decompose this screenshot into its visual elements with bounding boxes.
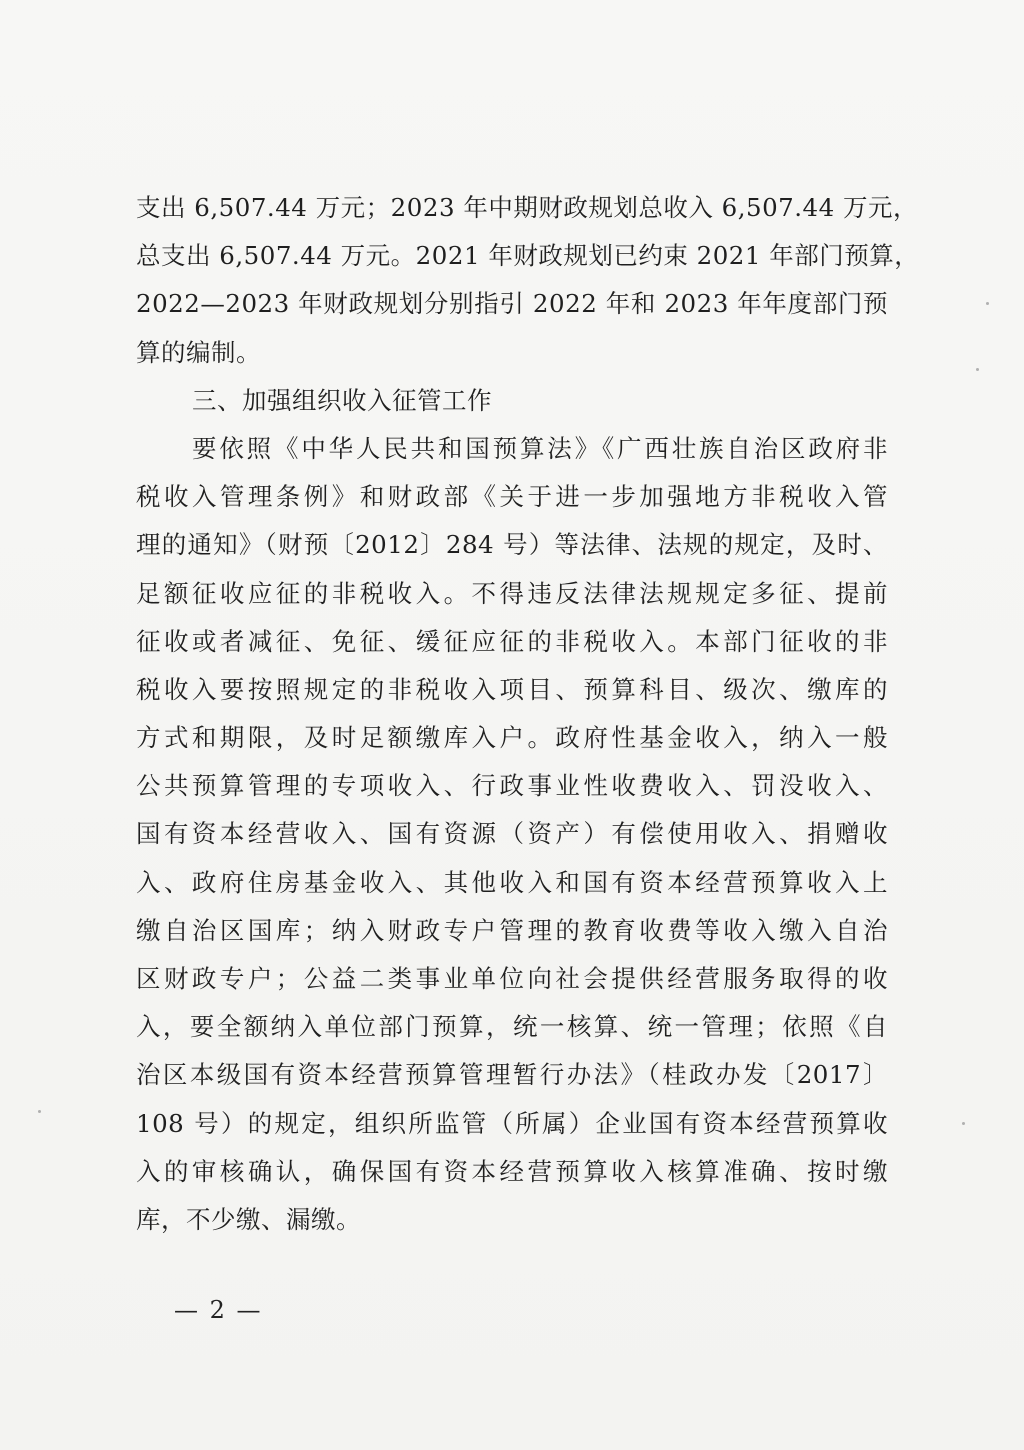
paragraph-2-line: 要依照《中华人民共和国预算法》《广西壮族自治区政府非 <box>192 433 888 463</box>
paragraph-2-line: 方式和期限，及时足额缴库入户。政府性基金收入，纳入一般 <box>136 723 888 753</box>
paragraph-2-line: 入、政府住房基金收入、其他收入和国有资本经营预算收入上 <box>136 867 888 897</box>
paragraph-2-line: 足额征收应征的非税收入。不得违反法律法规规定多征、提前 <box>136 578 888 608</box>
body-text <box>136 184 920 1244</box>
paragraph-1-line: 总支出 6,507.44 万元。2021 年财政规划已约束 2021 年部门预算， <box>136 241 920 271</box>
paragraph-2-line: 108 号）的规定，组织所监管（所属）企业国有资本经营预算收 <box>136 1108 888 1138</box>
scan-speck <box>976 368 979 371</box>
paragraph-2-line: 缴自治区国库；纳入财政专户管理的教育收费等收入缴入自治 <box>136 915 888 945</box>
section-heading: 三、加强组织收入征管工作 <box>192 385 492 415</box>
paragraph-2-line: 税收入管理条例》和财政部《关于进一步加强地方非税收入管 <box>136 482 888 512</box>
paragraph-2-line: 入的审核确认，确保国有资本经营预算收入核算准确、按时缴 <box>136 1156 888 1186</box>
page-number: — 2 — <box>174 1296 263 1324</box>
paragraph-2-line: 库，不少缴、漏缴。 <box>136 1204 361 1234</box>
scan-speck <box>962 1122 965 1125</box>
paragraph-2-line: 国有资本经营收入、国有资源（资产）有偿使用收入、捐赠收 <box>136 819 888 849</box>
paragraph-2-line: 治区本级国有资本经营预算管理暂行办法》（桂政办发〔2017〕 <box>136 1060 888 1090</box>
paragraph-2-line: 征收或者减征、免征、缓征应征的非税收入。本部门征收的非 <box>136 626 888 656</box>
paragraph-2-line: 区财政专户；公益二类事业单位向社会提供经营服务取得的收 <box>136 964 888 993</box>
scan-speck <box>986 302 989 305</box>
paragraph-2-line: 入，要全额纳入单位部门预算，统一核算、统一管理；依照《自 <box>136 1012 888 1042</box>
scan-speck <box>38 1110 41 1113</box>
paragraph-1-line: 2022—2023 年财政规划分别指引 2022 年和 2023 年年度部门预 <box>136 289 888 319</box>
paragraph-1-line: 算的编制。 <box>136 337 261 367</box>
paragraph-1-line: 支出 6,507.44 万元；2023 年中期财政规划总收入 6,507.44 万元， <box>136 193 918 222</box>
paragraph-2-line: 理的通知》（财预〔2012〕284 号）等法律、法规的规定，及时、 <box>136 530 888 560</box>
paragraph-2-line: 税收入要按照规定的非税收入项目、预算科目、级次、缴库的 <box>136 674 888 704</box>
paragraph-2-line: 公共预算管理的专项收入、行政事业性收费收入、罚没收入、 <box>136 771 888 801</box>
